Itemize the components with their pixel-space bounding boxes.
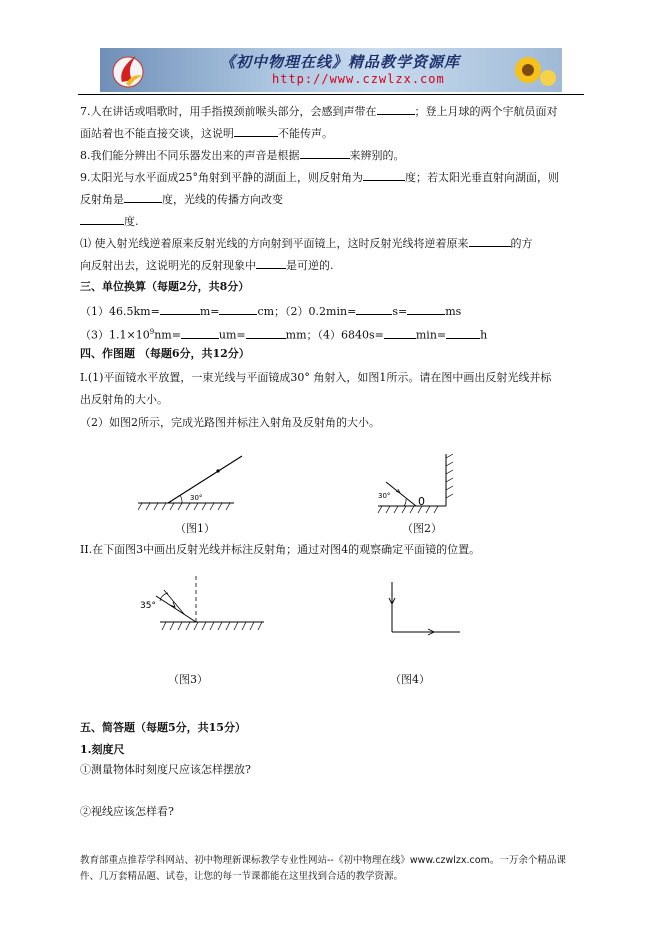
section4-ii: II.在下面图3中画出反射光线并标注反射角；通过对图4的观察确定平面镜的位置。 [80, 543, 481, 556]
banner-url: http://www.czwlzx.com [272, 72, 445, 86]
unit-row-2: $(3)1.1\times 10^9nm= um=$ mm；（4）6840s= min= h [80, 328, 488, 342]
q7-blank1[interactable] [377, 103, 415, 115]
q10-line2: 向反射出去，这说明光的反射现象中 是可逆的. [80, 259, 334, 272]
section4-i2: （2）如图2所示，完成光路图并标注入射角及反射角的大小。 [80, 416, 380, 429]
figure-2-caption: （图2） [402, 522, 442, 535]
svg-text:0: 0 [418, 495, 425, 508]
q8-blank[interactable] [300, 147, 350, 159]
page-footer [80, 853, 590, 885]
figure-1-diagram [138, 450, 248, 514]
figure-2-diagram [374, 452, 464, 516]
unit-blank-4[interactable] [407, 303, 445, 315]
unit-blank-6[interactable] [246, 327, 286, 339]
section5-q1-a: ①测量物体时刻度尺应该怎样摆放? [80, 763, 251, 776]
q7-line1: 7.人在讲话或唱歌时，用手指摸颈前喉头部分，会感到声带在 ；登上月球的两个宇航员面对 [80, 105, 558, 118]
section4-i1-line2: 出反射角的大小。 [80, 393, 168, 406]
q9-blank3[interactable] [80, 213, 124, 225]
figure-1-caption: （图1） [175, 522, 215, 535]
footer-line-1: 教育部重点推荐学科网站、初中物理新课标教学专业性网站--《初中物理在线》www.czwlzx.com。一万余个精品课 [80, 855, 566, 866]
unit-blank-7[interactable] [384, 327, 416, 339]
q9-line3: 度. [80, 213, 139, 229]
unit-row-1: （1）46.5km= m= cm；（2）0.2min= s= ms [80, 305, 462, 318]
flower-decoration-icon [498, 52, 558, 88]
q7-blank2[interactable] [234, 125, 278, 137]
section5-q1-title: 1.刻度尺 [80, 743, 125, 756]
banner-title: 《初中物理在线》精品教学资源库 [220, 53, 461, 71]
q8-line: 8.我们能分辨出不同乐器发出来的声音是根据 来辨别的。 [80, 149, 405, 162]
unit-blank-3[interactable] [356, 303, 392, 315]
footer-line-2: 件、几万套精品题、试卷，让您的每一节课都能在这里找到合适的教学资源。 [80, 871, 404, 882]
site-logo-icon [108, 50, 148, 90]
section4-i1-line1: I.(1)平面镜水平放置，一束光线与平面镜成30° 角射入，如图1所示。请在图中画出反射光线并标 [80, 371, 552, 384]
figure-3-caption: （图3） [168, 673, 208, 686]
section3-heading: 三、单位换算（每题2分，共8分） [80, 280, 250, 293]
q9-blank1[interactable] [363, 169, 405, 181]
header-rule [78, 94, 584, 95]
section5-q1-b: ②视线应该怎样看? [80, 805, 174, 818]
unit-blank-1[interactable] [160, 303, 200, 315]
q10-blank1[interactable] [469, 235, 511, 247]
q9-line2: 反射角是 度，光线的传播方向改变 [80, 193, 283, 206]
q9-blank2[interactable] [124, 191, 162, 203]
section5-heading: 五、简答题（每题5分，共15分） [80, 721, 246, 734]
fig2-angle-label: 30° [378, 492, 391, 500]
header-banner [100, 48, 562, 92]
figure-4-caption: （图4） [390, 673, 430, 686]
q10-line1: ⑴ 使入射光线逆着原来反射光线的方向射到平面镜上，这时反射光线将逆着原来 的方 [80, 237, 533, 250]
figure-4-diagram [380, 580, 464, 638]
q7-line2: 面站着也不能直接交谈，这说明 不能传声。 [80, 127, 333, 140]
section4-heading: 四、作图题 （每题6分，共12分） [80, 347, 250, 360]
q9-line1: 9.太阳光与水平面成25°角射到平静的湖面上，则反射角为 度；若太阳光垂直射向湖面，则 [80, 171, 559, 184]
fig3-angle-label: 35° [140, 601, 156, 611]
unit-blank-8[interactable] [446, 327, 480, 339]
q10-blank2[interactable] [256, 257, 286, 269]
unit-blank-5[interactable] [181, 327, 219, 339]
fig1-angle-label: 30° [190, 494, 203, 502]
figure-3-diagram [140, 574, 268, 636]
unit-blank-2[interactable] [219, 303, 257, 315]
